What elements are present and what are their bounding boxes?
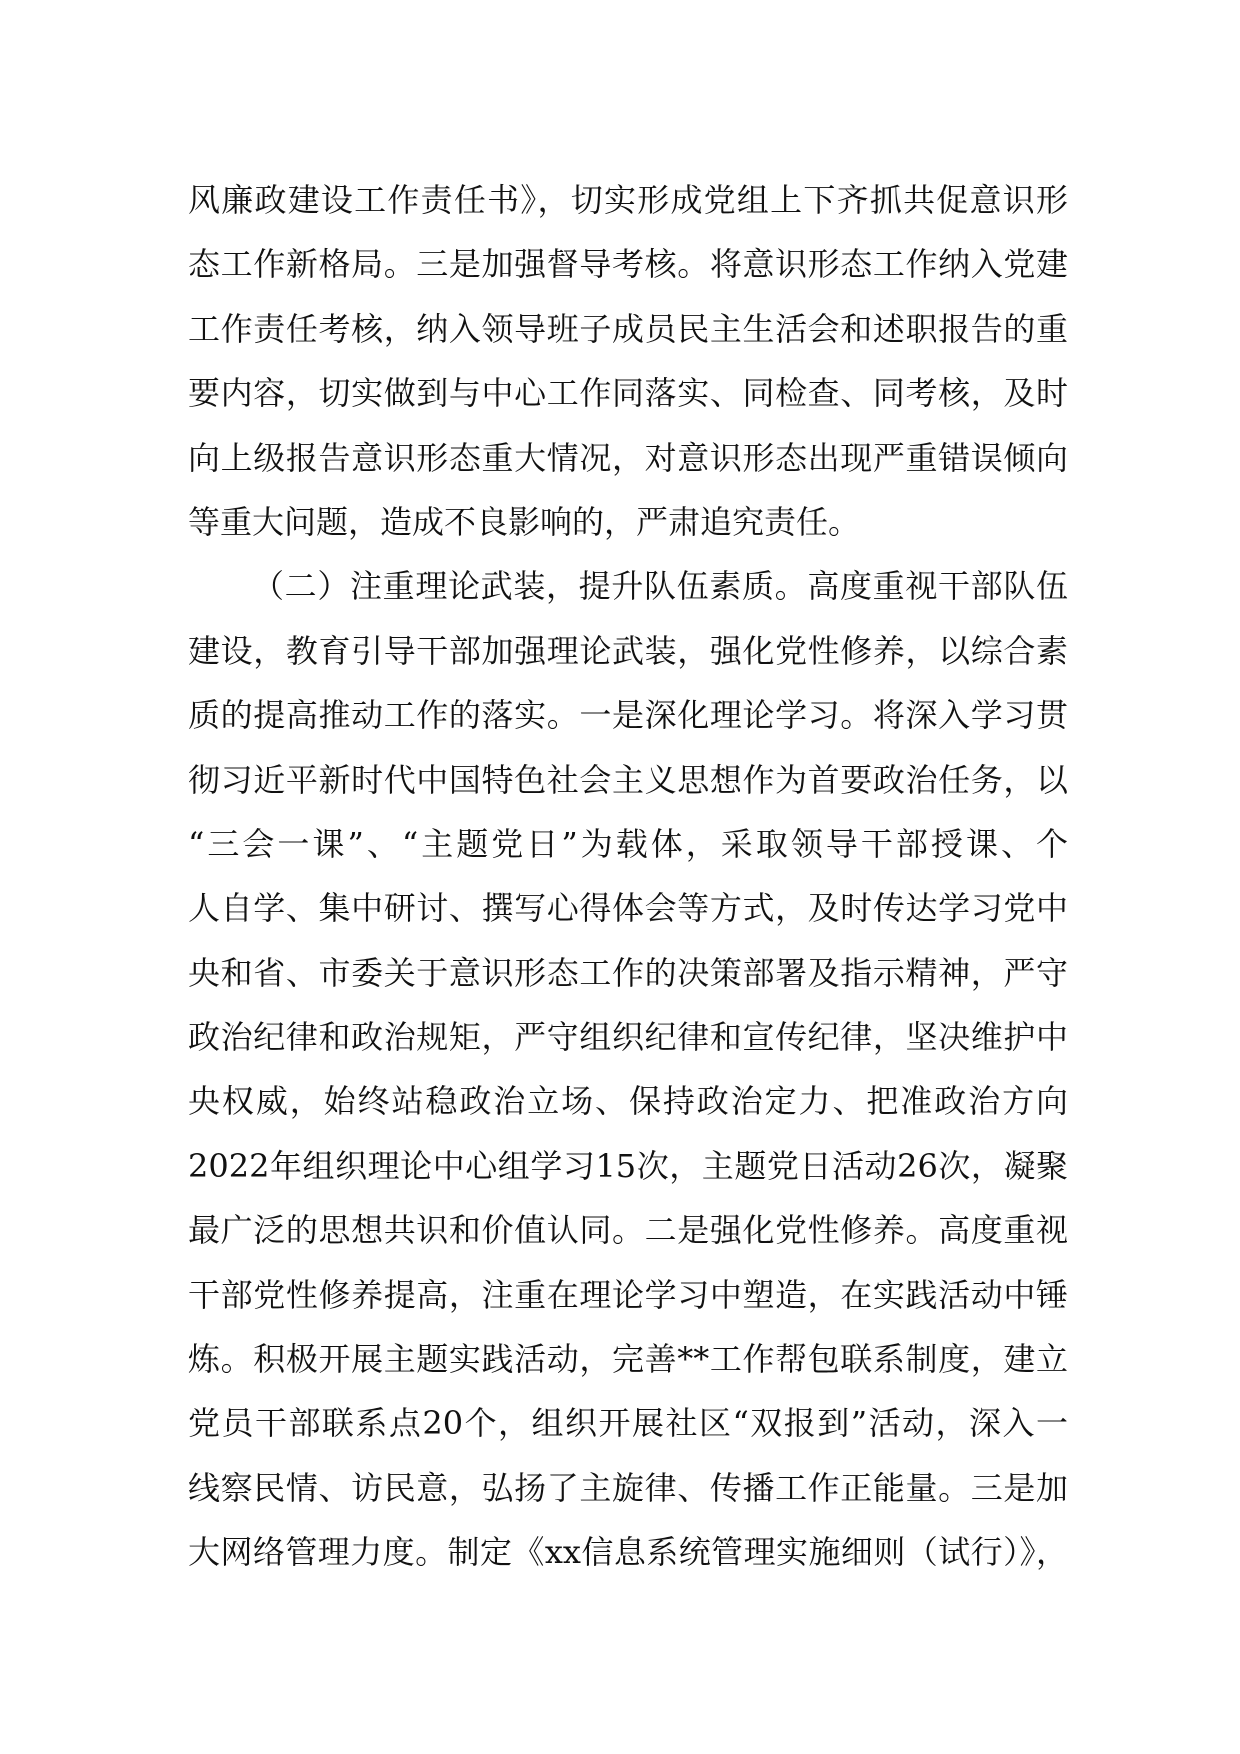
text-line: 干部党性修养提高，注重在理论学习中塑造，在实践活动中锤 <box>188 1275 1068 1314</box>
text-line: 态工作新格局。三是加强督导考核。将意识形态工作纳入党建 <box>188 245 1068 284</box>
section-heading-line: （二）注重理论武装，提升队伍素质。高度重视干部队伍 <box>252 567 1068 606</box>
text-line: 线察民情、访民意，弘扬了主旋律、传播工作正能量。三是加 <box>188 1468 1068 1507</box>
text-line: 炼。积极开展主题实践活动，完善**工作帮包联系制度，建立 <box>188 1340 1068 1379</box>
text-line: 建设，教育引导干部加强理论武装，强化党性修养，以综合素 <box>188 631 1068 670</box>
text-line: 人自学、集中研讨、撰写心得体会等方式，及时传达学习党中 <box>188 889 1068 928</box>
text-line: 最广泛的思想共识和价值认同。二是强化党性修养。高度重视 <box>188 1211 1068 1250</box>
text-line: 等重大问题，造成不良影响的，严肃追究责任。 <box>188 502 861 541</box>
text-line: 质的提高推动工作的落实。一是深化理论学习。将深入学习贯 <box>188 696 1068 735</box>
text-line: 要内容，切实做到与中心工作同落实、同检查、同考核，及时 <box>188 374 1068 413</box>
text-line: 央和省、市委关于意识形态工作的决策部署及指示精神，严守 <box>188 953 1068 992</box>
text-line: 风廉政建设工作责任书》，切实形成党组上下齐抓共促意识形 <box>188 181 1068 219</box>
text-line: 工作责任考核，纳入领导班子成员民主生活会和述职报告的重 <box>188 309 1068 348</box>
text-line: 央权威，始终站稳政治立场、保持政治定力、把准政治方向 <box>188 1082 1068 1121</box>
text-line: 彻习近平新时代中国特色社会主义思想作为首要政治任务，以 <box>188 760 1068 799</box>
body-text <box>188 168 1068 1585</box>
text-line: 向上级报告意识形态重大情况，对意识形态出现严重错误倾向 <box>188 438 1068 477</box>
text-line: 政治纪律和政治规矩，严守组织纪律和宣传纪律，坚决维护中 <box>188 1018 1068 1057</box>
text-line: 党员干部联系点20个，组织开展社区“双报到”活动，深入一 <box>188 1404 1068 1443</box>
text-line: 大网络管理力度。制定《xx信息系统管理实施细则（试行）》， <box>188 1533 1068 1572</box>
text-line: 2022年组织理论中心组学习15次，主题党日活动26次，凝聚 <box>188 1146 1068 1185</box>
text-line: “三会一课”、“主题党日”为载体，采取领导干部授课、个 <box>188 824 1068 863</box>
